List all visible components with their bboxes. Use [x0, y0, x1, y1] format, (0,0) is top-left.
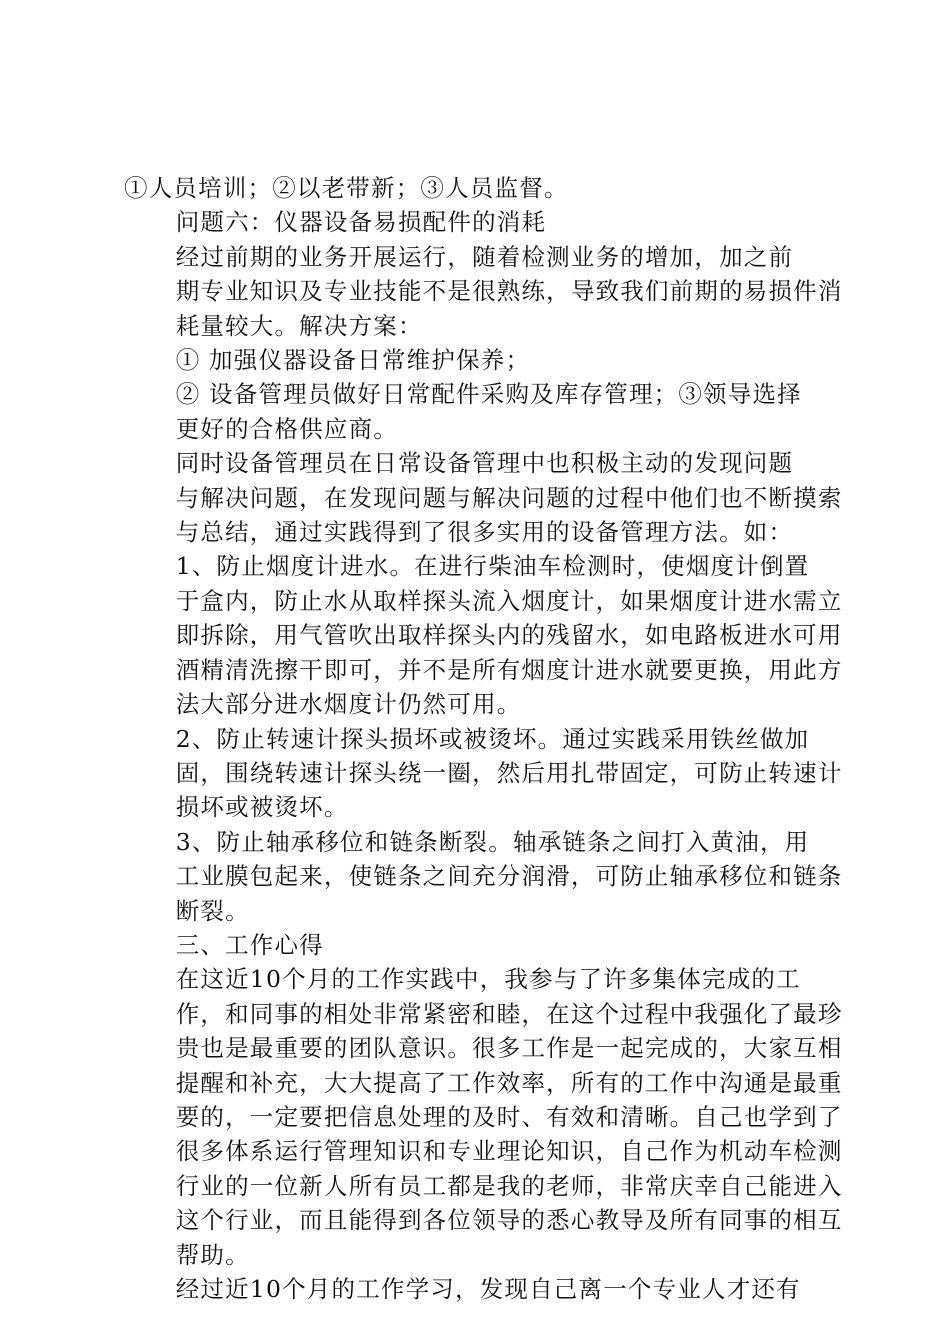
- text-line: 经过前期的业务开展运行，随着检测业务的增加，加之前: [175, 242, 794, 271]
- text-line: 1、防止烟度计进水。在进行柴油车检测时，使烟度计倒置: [175, 552, 810, 581]
- paragraph: [124, 240, 843, 343]
- text-line: 很多体系运行管理知识和专业理论知识，自己作为机动车检测: [175, 1137, 843, 1166]
- text-line: 帮助。: [175, 1240, 250, 1269]
- text-line: 2、防止转速计探头损坏或被烫坏。通过实践采用铁丝做加: [175, 724, 810, 753]
- text-line: 提醒和补充，大大提高了工作效率，所有的工作中沟通是最重: [175, 1068, 843, 1097]
- text-line: 工业膜包起来，使链条之间充分润滑，可防止轴承移位和链条: [175, 862, 843, 891]
- text-line: ① 加强仪器设备日常维护保养；: [175, 346, 531, 375]
- text-line: 问题六：仪器设备易损配件的消耗: [175, 208, 547, 237]
- text-line: ①人员培训；②以老带新；③人员监督。: [124, 174, 569, 202]
- paragraph: [124, 1272, 830, 1306]
- paragraph: [124, 446, 843, 549]
- text-line: ② 设备管理员做好日常配件采购及库存管理；③领导选择: [175, 380, 802, 409]
- text-line: 断裂。: [175, 896, 250, 925]
- text-line: 要的，一定要把信息处理的及时、有效和清晰。自己也学到了: [175, 1102, 843, 1131]
- text-line: 期专业知识及专业技能不是很熟练，导致我们前期的易损件消: [175, 277, 843, 306]
- text-line: 贵也是最重要的团队意识。很多工作是一起完成的，大家互相: [175, 1034, 843, 1063]
- text-line: 耗量较大。解决方案：: [175, 311, 423, 340]
- text-line: 与解决问题，在发现问题与解决问题的过程中他们也不断摸索: [175, 483, 843, 512]
- text-line: 与总结，通过实践得到了很多实用的设备管理方法。如：: [175, 518, 794, 547]
- text-line: 这个行业，而且能得到各位领导的悉心教导及所有同事的相互: [175, 1206, 843, 1235]
- text-line: 固，围绕转速计探头绕一圈，然后用扎带固定，可防止转速计: [175, 758, 843, 787]
- paragraph: [124, 377, 830, 446]
- paragraph: [124, 962, 843, 1272]
- text-line: 法大部分进水烟度计仍然可用。: [175, 690, 522, 719]
- text-line: 于盒内，防止水从取样探头流入烟度计，如果烟度计进水需立: [175, 586, 843, 615]
- text-line: 损坏或被烫坏。: [175, 793, 349, 822]
- paragraph: [124, 928, 830, 962]
- paragraph: [124, 343, 830, 377]
- paragraph: [124, 205, 830, 239]
- paragraph: [124, 722, 843, 825]
- paragraph: [124, 825, 843, 928]
- text-line: 更好的合格供应商。: [175, 414, 398, 443]
- text-line: 经过近10个月的工作学习，发现自己离一个专业人才还有: [175, 1275, 801, 1303]
- text-line: 行业的一位新人所有员工都是我的老师，非常庆幸自己能进入: [175, 1171, 843, 1200]
- text-line: 同时设备管理员在日常设备管理中也积极主动的发现问题: [175, 449, 794, 478]
- text-line: 酒精清洗擦干即可，并不是所有烟度计进水就要更换，用此方: [175, 655, 843, 684]
- text-line: 作，和同事的相处非常紧密和睦，在这个过程中我强化了最珍: [175, 999, 843, 1028]
- text-line: 3、防止轴承移位和链条断裂。轴承链条之间打入黄油，用: [175, 827, 810, 856]
- paragraph: [124, 549, 843, 721]
- text-line: 即拆除，用气管吹出取样探头内的残留水，如电路板进水可用: [175, 621, 843, 650]
- paragraph: [124, 171, 830, 205]
- text-line: 三、工作心得: [175, 930, 324, 959]
- document-body: [124, 171, 843, 1306]
- text-line: 在这近10个月的工作实践中，我参与了许多集体完成的工: [175, 965, 801, 994]
